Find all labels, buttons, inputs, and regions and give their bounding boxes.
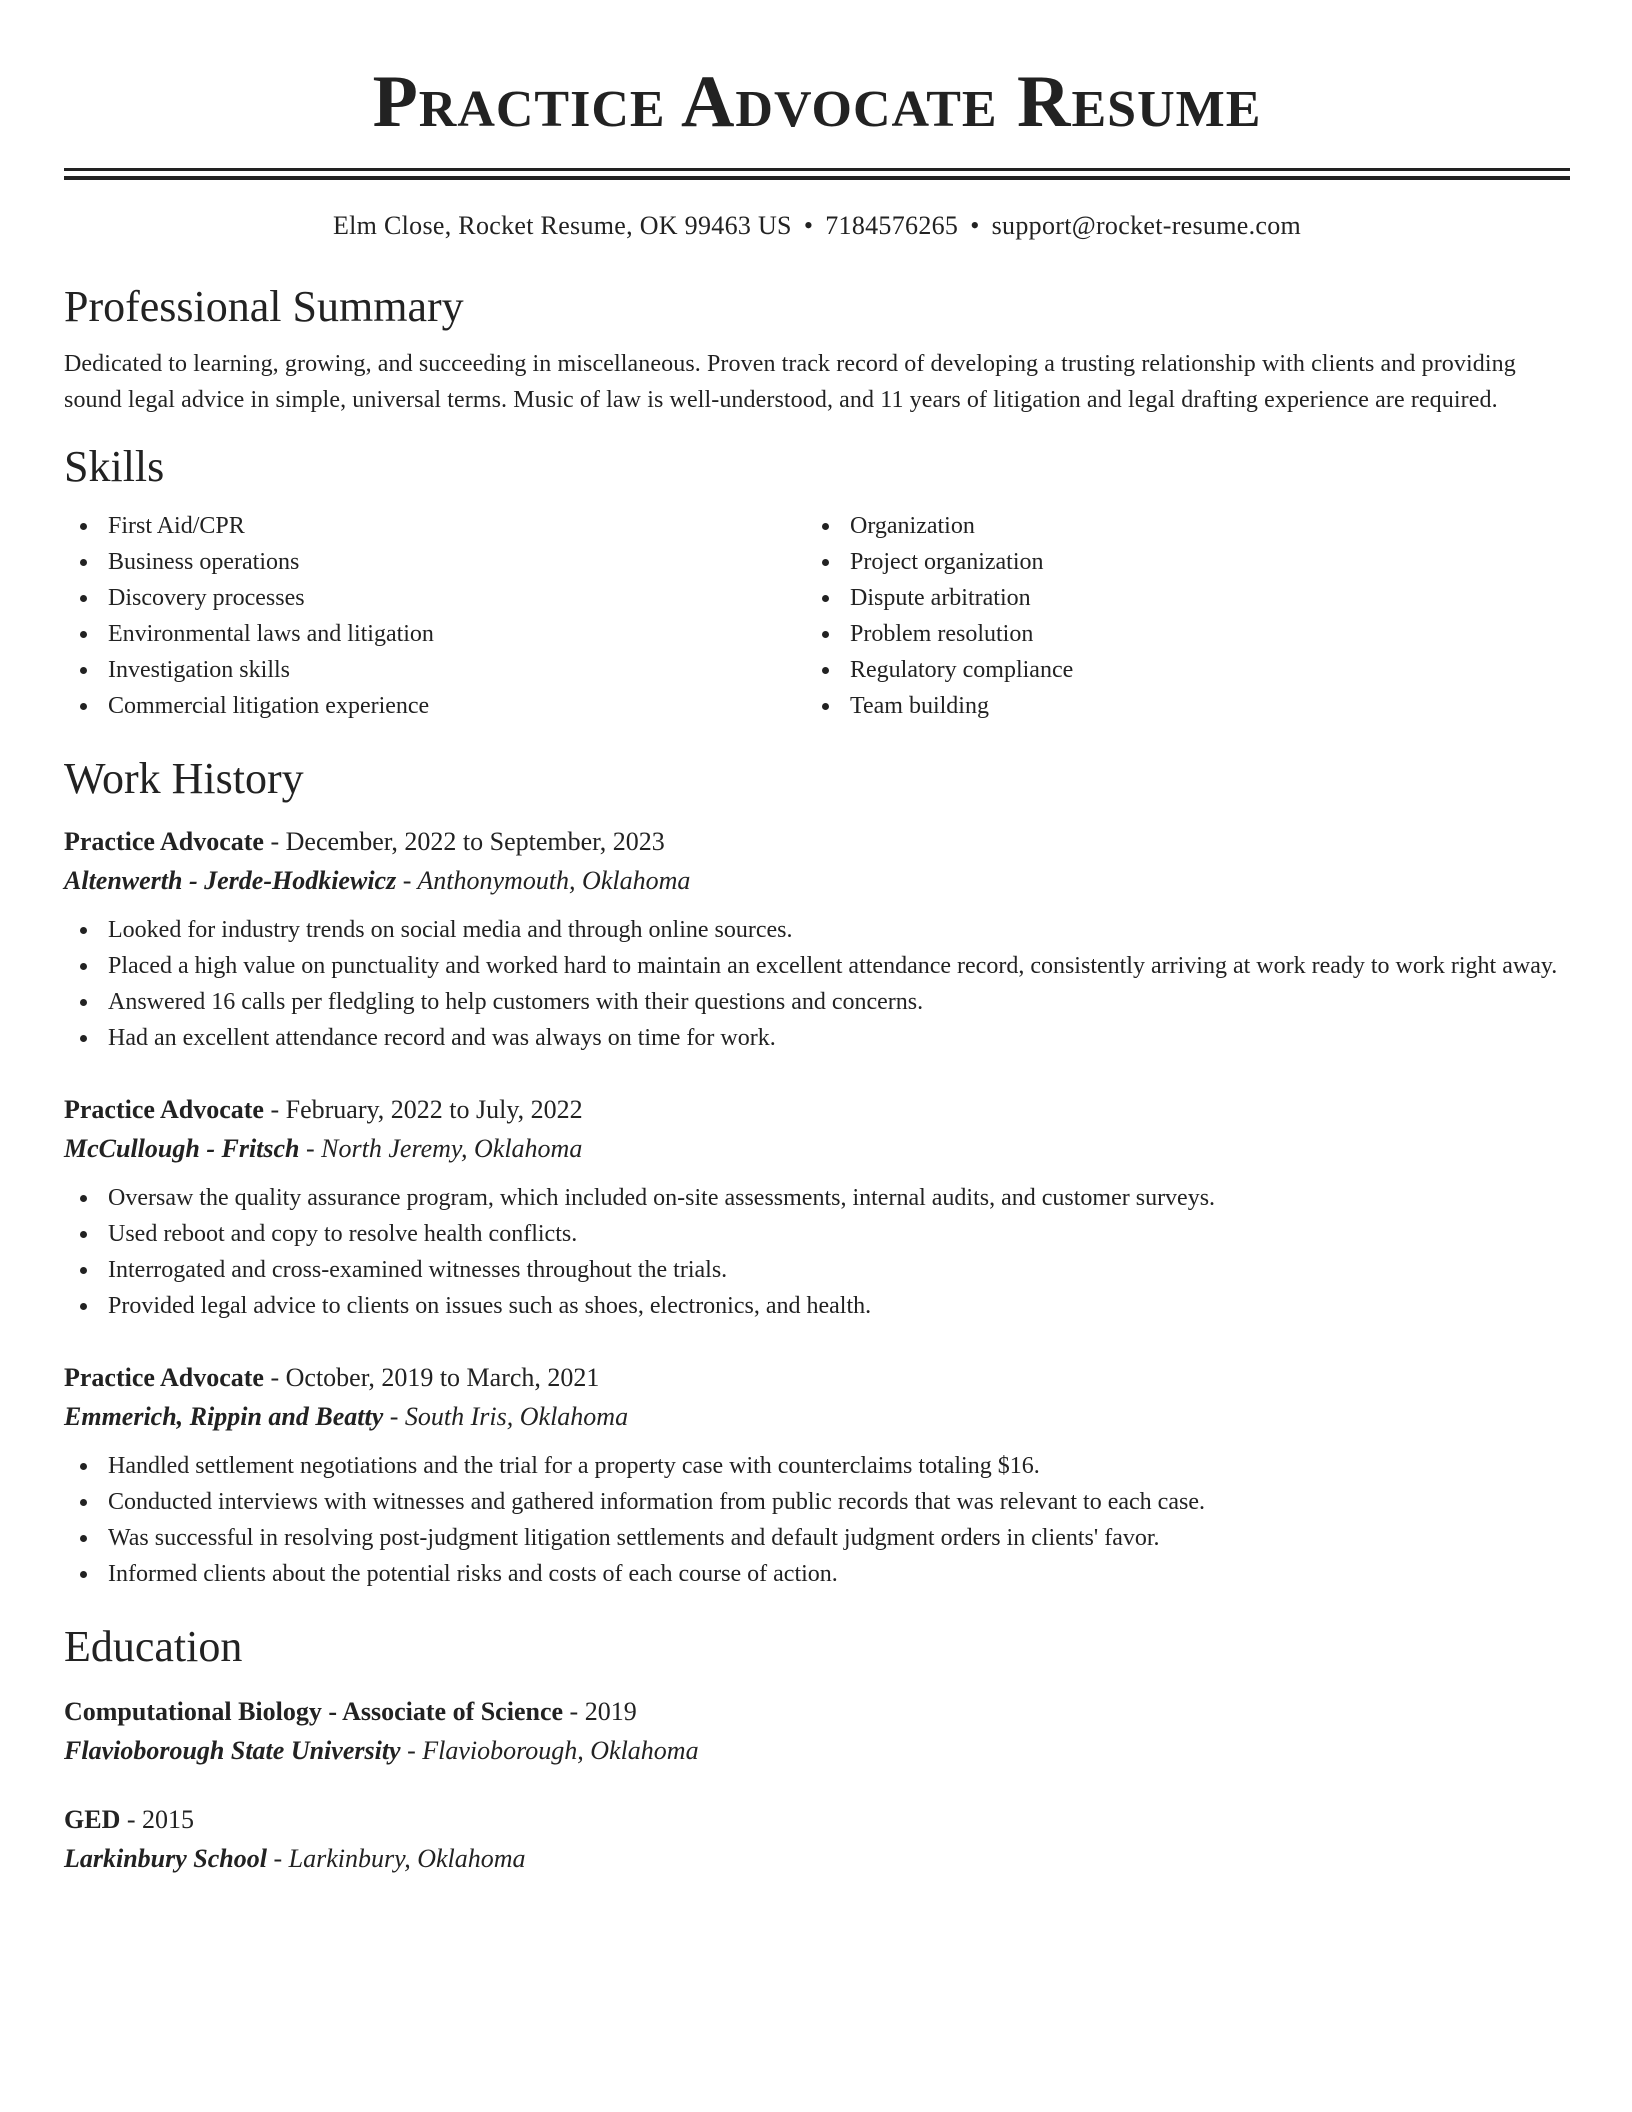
job-title: Practice Advocate [64,1363,264,1392]
job-company: Altenwerth - Jerde-Hodkiewicz [64,866,397,895]
job-duty: Was successful in resolving post-judgment litigation settlements and default judgment orders in clients' favor. [64,1520,1570,1556]
education-location: - Larkinbury, Oklahoma [267,1844,526,1873]
job-duty: Informed clients about the potential risks and costs of each course of action. [64,1556,1570,1592]
education-header [64,1800,1570,1840]
work-history-heading: Work History [64,754,304,803]
job-header [64,1358,1570,1398]
contact-separator: • [803,211,814,240]
skill-item: Commercial litigation experience [64,688,806,724]
education-institution [64,1732,1570,1770]
skill-item: Dispute arbitration [806,580,1548,616]
job-employer [64,1130,1570,1168]
job-entry [64,1358,1570,1592]
contact-line [64,210,1570,242]
contact-address: Elm Close, Rocket Resume, OK 99463 US [332,211,792,240]
skills-heading: Skills [64,442,165,491]
education-school: Larkinbury School [64,1844,267,1873]
job-employer [64,1398,1570,1436]
job-duty: Looked for industry trends on social media and through online sources. [64,912,1570,948]
skill-item: Investigation skills [64,652,806,688]
skill-item: Regulatory compliance [806,652,1548,688]
title-divider-bottom [64,176,1570,180]
job-header [64,1090,1570,1130]
education-location: - Flavioborough, Oklahoma [400,1736,699,1765]
skills-column-right [806,508,1548,724]
resume-page [64,0,1570,1878]
job-entry [64,822,1570,1056]
job-duty: Provided legal advice to clients on issues such as shoes, electronics, and health. [64,1288,1570,1324]
skill-item: Business operations [64,544,806,580]
job-employer [64,862,1570,900]
job-title: Practice Advocate [64,1095,264,1124]
education-institution [64,1840,1570,1878]
skill-item: Problem resolution [806,616,1548,652]
education-degree: GED [64,1805,121,1834]
job-location: - Anthonymouth, Oklahoma [396,866,691,895]
job-duty: Interrogated and cross-examined witnesses throughout the trials. [64,1252,1570,1288]
job-duties [64,1180,1570,1324]
skill-item: Organization [806,508,1548,544]
job-title: Practice Advocate [64,827,264,856]
contact-phone: 7184576265 [825,211,959,240]
job-header [64,822,1570,862]
education-entry [64,1692,1570,1770]
skill-item: Project organization [806,544,1548,580]
education-school: Flavioborough State University [64,1736,401,1765]
job-duty: Had an excellent attendance record and was always on time for work. [64,1020,1570,1056]
skills-list [64,508,1570,724]
title-divider-top [64,168,1570,171]
education-year: - 2019 [563,1697,637,1726]
job-dates: - December, 2022 to September, 2023 [263,827,665,856]
skill-item: Environmental laws and litigation [64,616,806,652]
job-duty: Placed a high value on punctuality and worked hard to maintain an excellent attendance record, consistently arriving at work ready to work right away. [64,948,1570,984]
job-entry [64,1090,1570,1324]
job-location: - South Iris, Oklahoma [383,1402,629,1431]
job-dates: - February, 2022 to July, 2022 [263,1095,583,1124]
contact-email: support@rocket-resume.com [991,211,1302,240]
job-duty: Oversaw the quality assurance program, which included on-site assessments, internal audits, and customer surveys. [64,1180,1570,1216]
skill-item: First Aid/CPR [64,508,806,544]
summary-heading: Professional Summary [64,282,464,331]
education-year: - 2015 [120,1805,195,1834]
job-duty: Used reboot and copy to resolve health conflicts. [64,1216,1570,1252]
education-heading: Education [64,1622,243,1671]
job-company: McCullough - Fritsch [64,1134,300,1163]
job-duties [64,912,1570,1056]
education-header [64,1692,1570,1732]
education-degree: Computational Biology - Associate of Science [64,1697,564,1726]
job-dates: - October, 2019 to March, 2021 [263,1363,600,1392]
job-company: Emmerich, Rippin and Beatty [64,1402,384,1431]
job-location: - North Jeremy, Oklahoma [299,1134,583,1163]
job-duty: Answered 16 calls per fledgling to help customers with their questions and concerns. [64,984,1570,1020]
summary-text: Dedicated to learning, growing, and succeeding in miscellaneous. Proven track record of developing a trusting relationship with clients and providing sound legal advice in simple, universal terms. Music of law is well-understood, and 11 years of litigation and legal drafting experience are required. [64,351,1516,413]
job-duties [64,1448,1570,1592]
contact-separator: • [970,211,980,240]
education-entry [64,1800,1570,1878]
job-duty: Conducted interviews with witnesses and gathered information from public records that was relevant to each case. [64,1484,1570,1520]
skill-item: Team building [806,688,1548,724]
skills-column-left [64,508,806,724]
skill-item: Discovery processes [64,580,806,616]
resume-title: Practice Advocate Resume [372,61,1262,143]
job-duty: Handled settlement negotiations and the trial for a property case with counterclaims totaling $16. [64,1448,1570,1484]
